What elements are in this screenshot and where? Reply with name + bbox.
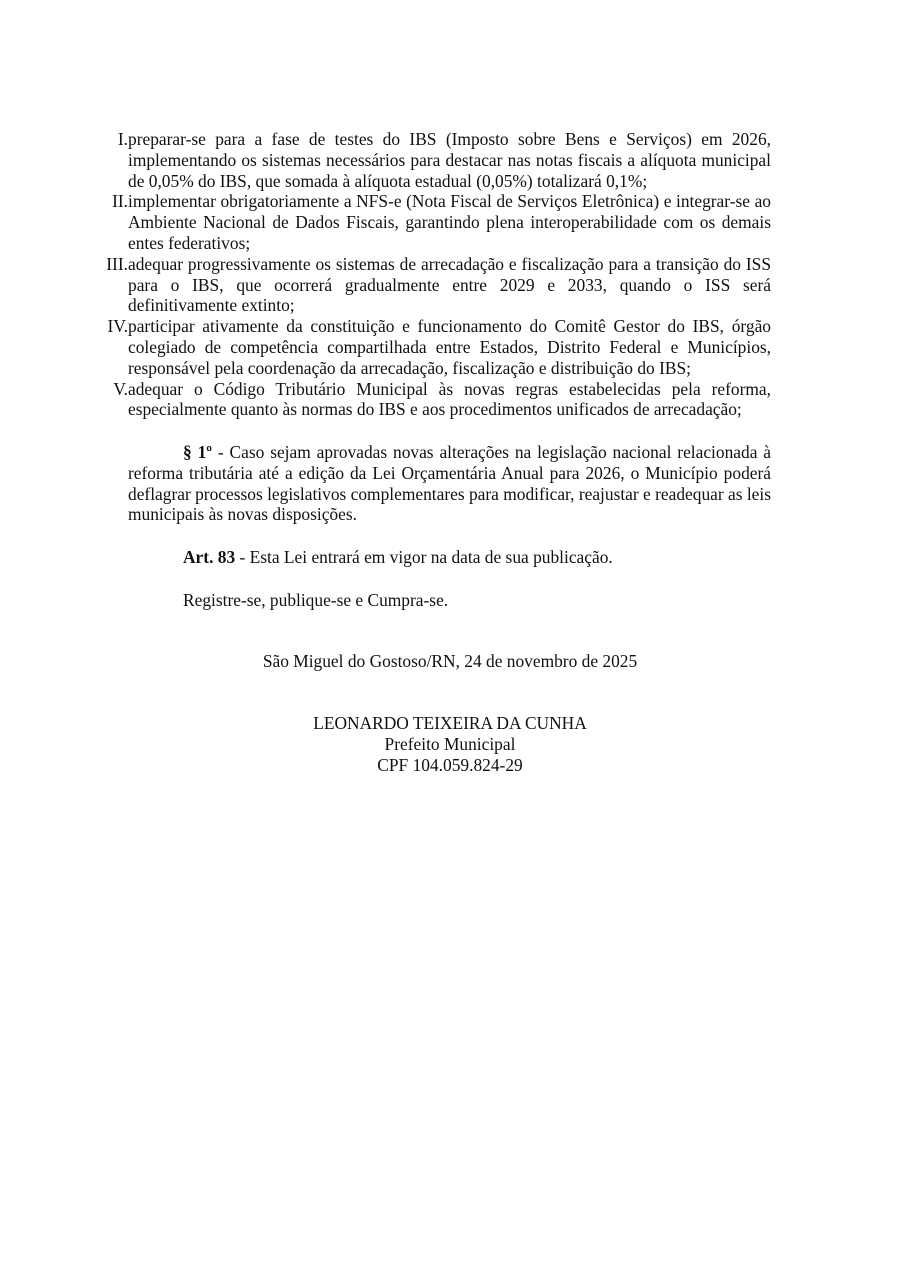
signatory-cpf: CPF 104.059.824-29 — [377, 755, 523, 775]
item-text: participar ativamente da constituição e funcionamento do Comitê Gestor do IBS, órgão colegiado de competência compartilhada entre Estados, Distrito Federal e Municípios, responsável pela coordenação da arrecadação, fiscalização e distribuição do IBS; — [128, 316, 771, 378]
article-83 — [128, 547, 771, 568]
item-text: adequar o Código Tributário Municipal às novas regras estabelecidas pela reforma, especialmente quanto às normas do IBS e aos procedimentos unificados de arrecadação; — [128, 378, 771, 420]
item-text: adequar progressivamente os sistemas de arrecadação e fiscalização para a transição do ISS para o IBS, que ocorrerá gradualmente entre 2029 e 2033, quando o ISS será definitivamente extinto; — [128, 253, 771, 316]
list-item — [100, 316, 771, 378]
paragraph-text: - Caso sejam aprovadas novas alterações na legislação nacional relacionada à reforma tributária até a edição da Lei Orçamentária Anual para 2026, o Município poderá deflagrar processos legislativos complementares para modificar, reajustar e readequar as leis municipais às novas disposições. — [128, 442, 772, 525]
list-item — [100, 254, 771, 316]
incisos-list — [100, 129, 771, 420]
article-text: - Esta Lei entrará em vigor na data de sua publicação. — [235, 547, 613, 567]
list-item — [100, 191, 771, 253]
item-number: I. — [117, 129, 128, 149]
item-number: II. — [112, 191, 128, 212]
paragraph-label: § 1º — [183, 442, 213, 462]
item-text: preparar-se para a fase de testes do IBS (Imposto sobre Bens e Serviços) em 2026, implementando os sistemas necessários para destacar nas notas fiscais a alíquota municipal de 0,05% do IBS, que somada à alíquota estadual (0,05%) totalizará 0,1%; — [128, 129, 771, 191]
signatory-title: Prefeito Municipal — [384, 734, 516, 754]
list-item — [100, 129, 771, 191]
item-number: V. — [113, 378, 128, 399]
signatory-name: LEONARDO TEIXEIRA DA CUNHA — [313, 713, 587, 733]
place-date: São Miguel do Gostoso/RN, 24 de novembro de 2025 — [262, 651, 638, 671]
item-text: implementar obrigatoriamente a NFS-e (Nota Fiscal de Serviços Eletrônica) e integrar-se ao Ambiente Nacional de Dados Fiscais, garantindo plena interoperabilidade com os demais entes federativos; — [128, 191, 771, 253]
list-item — [100, 379, 771, 421]
article-label: Art. 83 — [183, 547, 236, 567]
item-number: IV. — [107, 316, 128, 337]
closing-formula: Registre-se, publique-se e Cumpra-se. — [183, 590, 449, 610]
item-number: III. — [106, 253, 128, 274]
paragraph-1 — [128, 442, 771, 525]
